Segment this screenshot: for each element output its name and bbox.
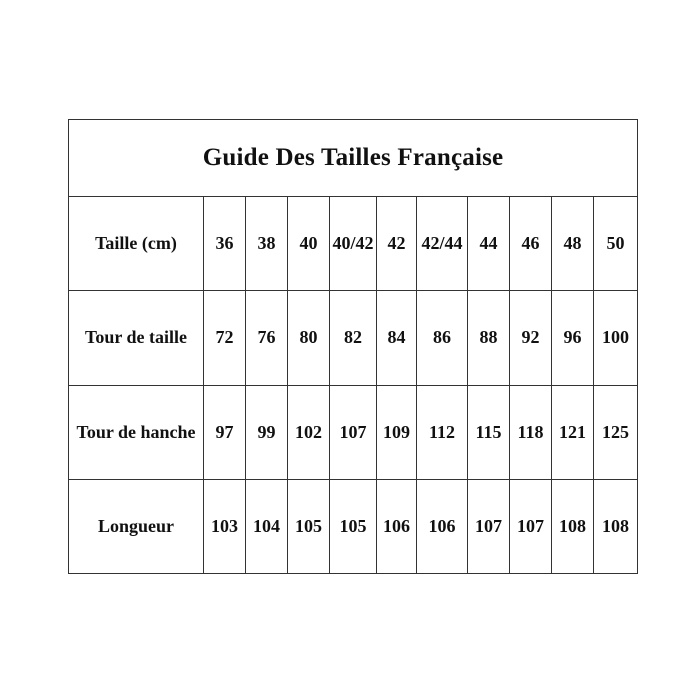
row-longueur <box>69 479 638 573</box>
table-cell: 115 <box>468 385 510 479</box>
table-cell: 76 <box>246 291 288 385</box>
table-cell: 99 <box>246 385 288 479</box>
table-cell: 103 <box>204 479 246 573</box>
table-cell: 106 <box>377 479 417 573</box>
table-cell: 92 <box>510 291 552 385</box>
row-tour-de-hanche <box>69 385 638 479</box>
table-cell: 50 <box>594 197 638 291</box>
table-cell: 105 <box>288 479 330 573</box>
table-cell: 40 <box>288 197 330 291</box>
table-cell: 97 <box>204 385 246 479</box>
table-cell: 40/42 <box>330 197 377 291</box>
table-cell: 108 <box>594 479 638 573</box>
table-title: Guide Des Tailles Française <box>69 120 638 197</box>
table-cell: 108 <box>552 479 594 573</box>
table-cell: 121 <box>552 385 594 479</box>
table-cell: 96 <box>552 291 594 385</box>
row-tour-de-taille <box>69 291 638 385</box>
table-cell: 112 <box>417 385 468 479</box>
table-cell: 82 <box>330 291 377 385</box>
row-label: Taille (cm) <box>69 197 204 291</box>
size-guide-table <box>68 119 638 574</box>
table-cell: 102 <box>288 385 330 479</box>
table-cell: 72 <box>204 291 246 385</box>
row-label: Tour de taille <box>69 291 204 385</box>
table-cell: 118 <box>510 385 552 479</box>
table-cell: 42 <box>377 197 417 291</box>
row-label: Tour de hanche <box>69 385 204 479</box>
table-cell: 84 <box>377 291 417 385</box>
table-cell: 100 <box>594 291 638 385</box>
title-row <box>69 120 638 197</box>
table-cell: 46 <box>510 197 552 291</box>
table-cell: 48 <box>552 197 594 291</box>
table-cell: 106 <box>417 479 468 573</box>
row-label: Longueur <box>69 479 204 573</box>
table-cell: 107 <box>330 385 377 479</box>
table-cell: 104 <box>246 479 288 573</box>
table-cell: 86 <box>417 291 468 385</box>
table-cell: 80 <box>288 291 330 385</box>
table-cell: 42/44 <box>417 197 468 291</box>
table-cell: 36 <box>204 197 246 291</box>
table-cell: 107 <box>510 479 552 573</box>
row-taille <box>69 197 638 291</box>
table-cell: 125 <box>594 385 638 479</box>
table-cell: 105 <box>330 479 377 573</box>
table-cell: 38 <box>246 197 288 291</box>
table-cell: 107 <box>468 479 510 573</box>
table-cell: 88 <box>468 291 510 385</box>
table-cell: 109 <box>377 385 417 479</box>
table-cell: 44 <box>468 197 510 291</box>
